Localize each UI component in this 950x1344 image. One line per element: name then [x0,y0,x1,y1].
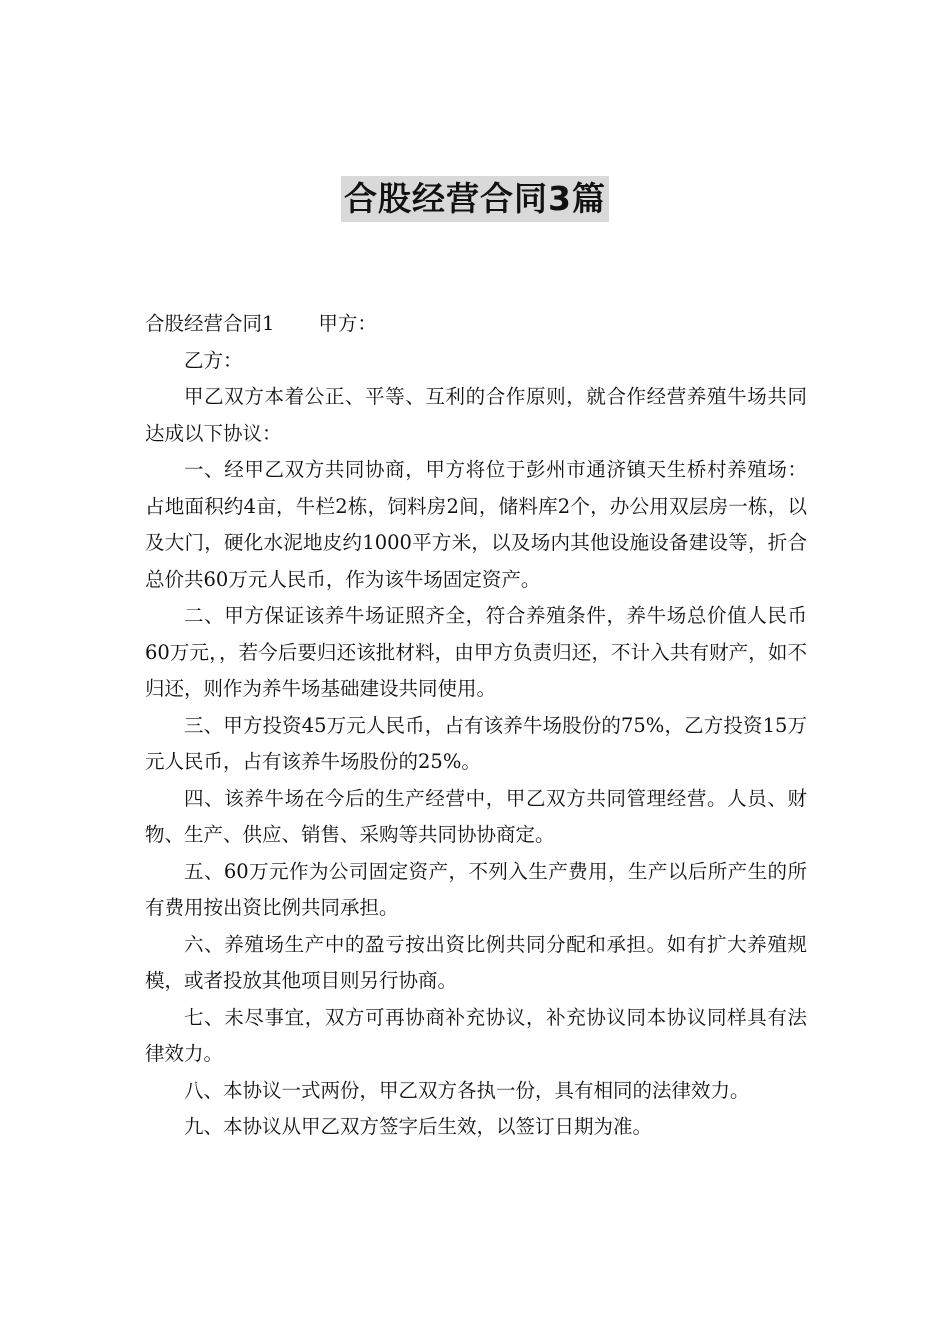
clause-8: 八、本协议一式两份，甲乙双方各执一份，具有相同的法律效力。 [184,1078,750,1102]
clause-5: 五、60万元作为公司固定资产，不列入生产费用，生产以后所产生的所有费用按出资比例共同承担。 [145,859,807,919]
preamble-paragraph: 甲乙双方本着公正、平等、互利的合作原则，就合作经营养殖牛场共同达成以下协议： [145,385,807,445]
party-b-label: 乙方： [184,348,243,372]
clause-2: 二、甲方保证该养牛场证照齐全，符合养殖条件，养牛场总价值人民币60万元，，若今后要归还该批材料，由甲方负责归还，不计入共有财产，如不归还，则作为养牛场基础建设共同使用。 [145,604,807,700]
contract-heading-line [145,306,807,343]
document-title: 合股经营合同3篇 [341,176,609,222]
title-container [0,176,950,222]
clause-4: 四、该养牛场在今后的生产经营中，甲乙双方共同管理经营。人员、财物、生产、供应、销售、采购等共同协协商定。 [145,786,807,846]
clause-9: 九、本协议从甲乙双方签字后生效，以签订日期为准。 [184,1115,653,1138]
clause-7: 七、未尽事宜，双方可再协商补充协议，补充协议同本协议同样具有法律效力。 [145,1005,807,1065]
clause-3: 三、甲方投资45万元人民币，占有该养牛场股份的75%，乙方投资15万元人民币，占有该养牛场股份的25%。 [145,713,807,773]
contract-heading: 合股经营合同1 [145,312,275,335]
party-a-label: 甲方： [318,312,377,335]
clause-6: 六、养殖场生产中的盈亏按出资比例共同分配和承担。如有扩大养殖规模，或者投放其他项目则另行协商。 [145,932,807,992]
document-body [145,306,807,1146]
clause-1: 一、经甲乙双方共同协商，甲方将位于彭州市通济镇天生桥村养殖场：占地面积约4亩，牛栏2栋，饲料房2间，储料库2个，办公用双层房一栋，以及大门，硬化水泥地皮约1000平方米，以及场内其他设施设备建设等，折合总价共60万元人民币，作为该牛场固定资产。 [145,458,807,591]
